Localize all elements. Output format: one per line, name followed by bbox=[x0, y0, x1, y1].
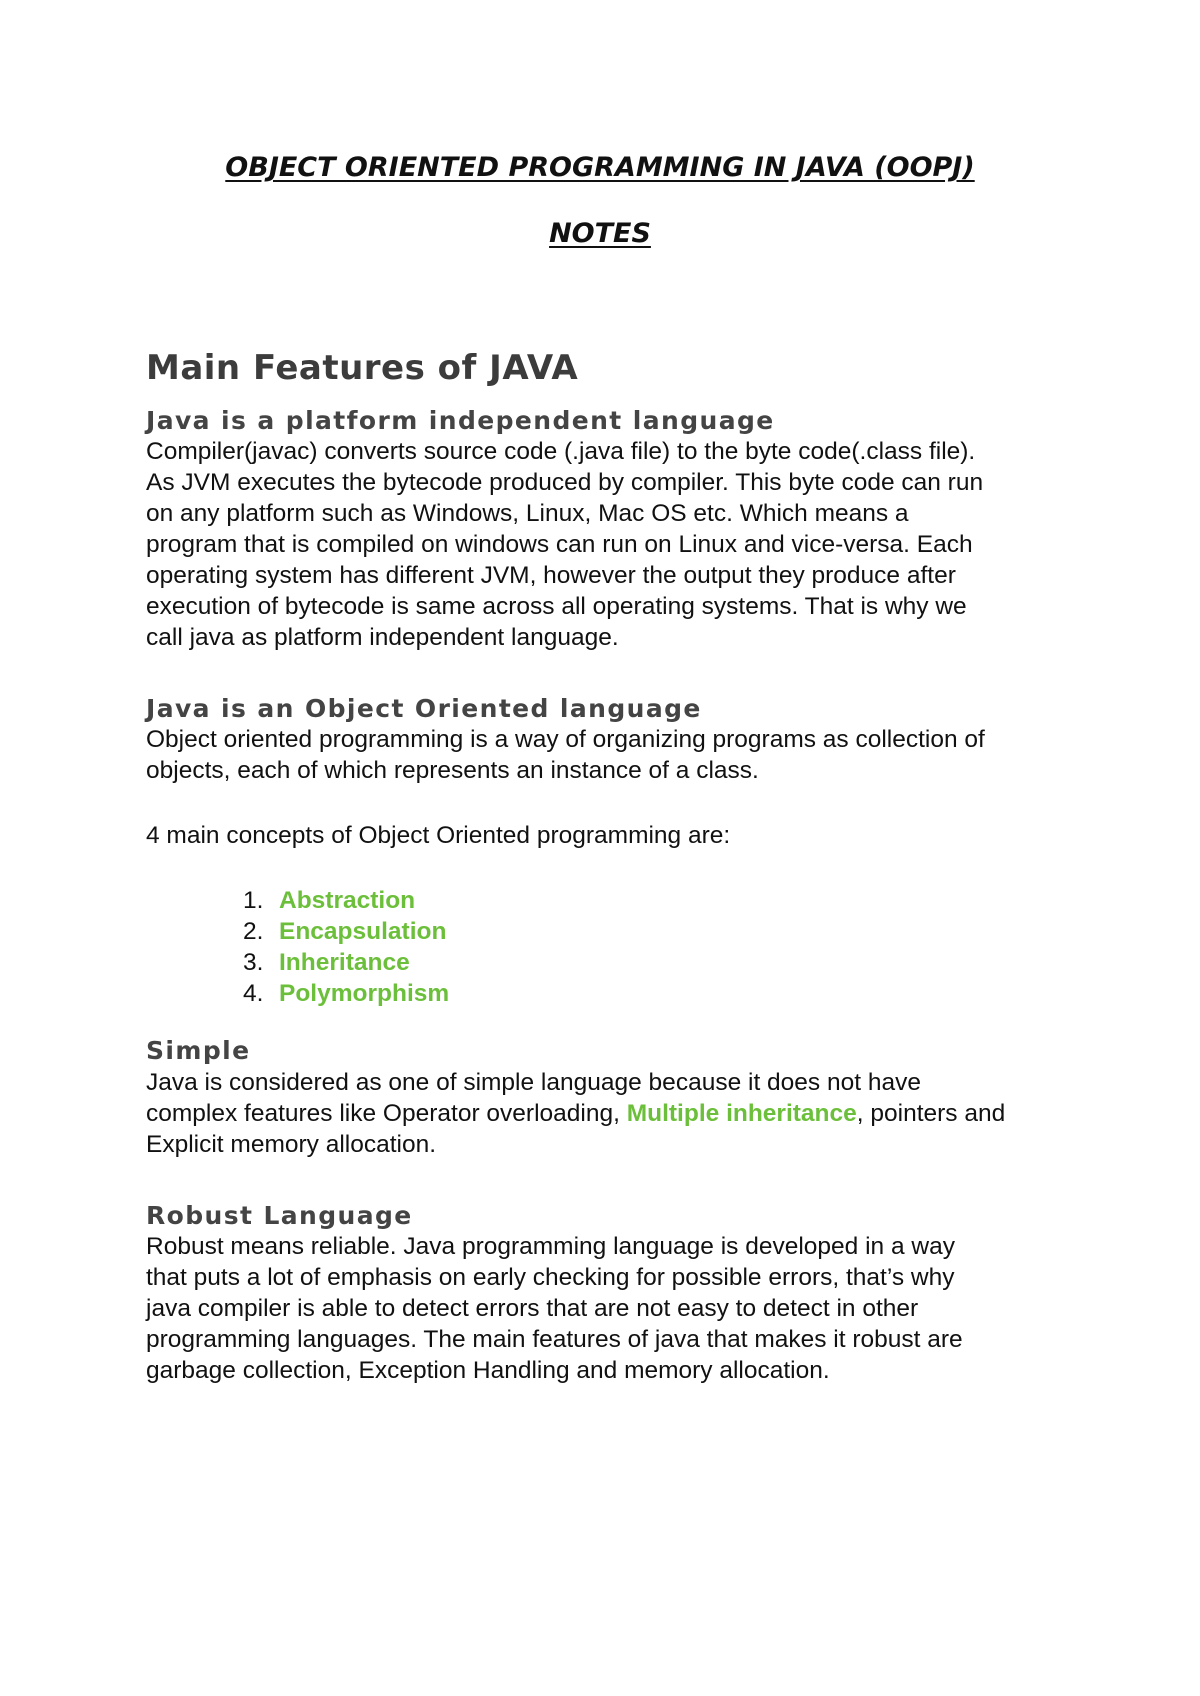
concepts-list bbox=[146, 885, 1086, 1009]
paragraph bbox=[146, 436, 1086, 653]
document-subtitle: NOTES bbox=[549, 218, 651, 249]
text-line: Java is considered as one of simple language because it does not have bbox=[146, 1068, 921, 1096]
list-number: 2. bbox=[243, 918, 264, 946]
list-item bbox=[146, 947, 1086, 978]
section-heading: Simple bbox=[146, 1036, 251, 1066]
concept-link-inheritance[interactable]: Inheritance bbox=[279, 949, 410, 977]
text-line: Robust means reliable. Java programming language is developed in a way bbox=[146, 1232, 955, 1260]
concept-link-encapsulation[interactable]: Encapsulation bbox=[279, 918, 447, 946]
text-line: Compiler(javac) converts source code (.java file) to the byte code(.class file). bbox=[146, 438, 976, 466]
text-line: Object oriented programming is a way of organizing programs as collection of bbox=[146, 726, 985, 754]
document-title: OBJECT ORIENTED PROGRAMMING IN JAVA (OOPJ) bbox=[225, 152, 975, 183]
text-line: objects, each of which represents an instance of a class. bbox=[146, 757, 759, 785]
text-line: call java as platform independent language. bbox=[146, 624, 619, 652]
list-number: 4. bbox=[243, 980, 264, 1008]
text-line: execution of bytecode is same across all operating systems. That is why we bbox=[146, 593, 967, 621]
text-line: that puts a lot of emphasis on early checking for possible errors, that’s why bbox=[146, 1263, 955, 1291]
text-fragment: , pointers and bbox=[856, 1099, 1006, 1127]
text-line: garbage collection, Exception Handling and memory allocation. bbox=[146, 1356, 830, 1384]
list-item bbox=[146, 978, 1086, 1009]
concept-link-polymorphism[interactable]: Polymorphism bbox=[279, 980, 450, 1008]
section-robust bbox=[146, 1200, 1086, 1386]
spacer bbox=[146, 1160, 1086, 1200]
text-line: programming languages. The main features of java that makes it robust are bbox=[146, 1325, 963, 1353]
text-line: Explicit memory allocation. bbox=[146, 1130, 437, 1158]
spacer bbox=[146, 786, 1086, 820]
main-heading: Main Features of JAVA bbox=[146, 348, 579, 388]
text-fragment: complex features like Operator overloading, bbox=[146, 1099, 627, 1127]
list-item bbox=[146, 916, 1086, 947]
text-line: java compiler is able to detect errors that are not easy to detect in other bbox=[146, 1294, 919, 1322]
text-line: As JVM executes the bytecode produced by compiler. This byte code can run bbox=[146, 469, 984, 497]
document-body bbox=[146, 348, 1086, 1386]
section-heading: Java is an Object Oriented language bbox=[146, 694, 702, 724]
concept-link-abstraction[interactable]: Abstraction bbox=[279, 887, 416, 915]
section-simple bbox=[146, 1035, 1086, 1159]
paragraph bbox=[146, 1231, 1086, 1386]
list-number: 3. bbox=[243, 949, 264, 977]
text-line: program that is compiled on windows can run on Linux and vice-versa. Each bbox=[146, 531, 973, 559]
list-item bbox=[146, 885, 1086, 916]
concepts-intro: 4 main concepts of Object Oriented programming are: bbox=[146, 822, 731, 850]
section-object-oriented bbox=[146, 693, 1086, 1009]
text-line: on any platform such as Windows, Linux, Mac OS etc. Which means a bbox=[146, 500, 909, 528]
section-heading: Robust Language bbox=[146, 1200, 413, 1230]
spacer bbox=[146, 1009, 1086, 1035]
multiple-inheritance-link[interactable]: Multiple inheritance bbox=[626, 1099, 857, 1127]
section-heading: Java is a platform independent language bbox=[146, 405, 775, 435]
section-platform-independent bbox=[146, 405, 1086, 653]
paragraph bbox=[146, 724, 1086, 786]
spacer bbox=[146, 653, 1086, 693]
list-number: 1. bbox=[243, 887, 264, 915]
text-line: operating system has different JVM, however the output they produce after bbox=[146, 562, 956, 590]
paragraph bbox=[146, 1067, 1086, 1160]
text-line bbox=[146, 1098, 1086, 1129]
